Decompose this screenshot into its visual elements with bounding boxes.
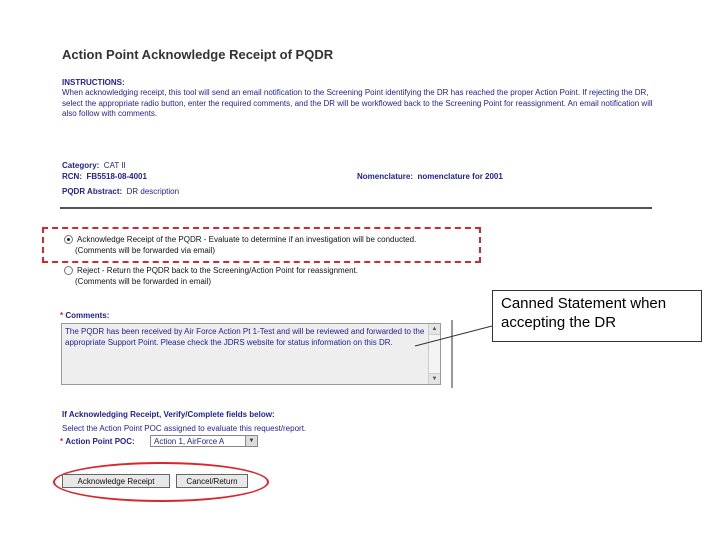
reject-option-label: Reject - Return the PQDR back to the Screening/Action Point for reassignment. <box>77 266 359 275</box>
nomenclature-label: Nomenclature: <box>357 172 414 181</box>
scroll-down-icon[interactable]: ▼ <box>429 373 440 384</box>
poc-required-marker: * <box>60 437 64 446</box>
instructions-body: When acknowledging receipt, this tool will send an email notification to the Screening Point identifying the DR has reached the proper Action Point. If rejecting the DR, select the appropriate radio button, enter the required comments, and the DR will be workflowed back to the Screening Point for reassignment. An email notification will also follow with comments. <box>62 88 653 118</box>
page-title: Action Point Acknowledge Receipt of PQDR <box>62 47 334 62</box>
acknowledge-receipt-button[interactable]: Acknowledge Receipt <box>62 474 170 488</box>
reject-option-note: (Comments will be forwarded in email) <box>75 277 212 286</box>
abstract-label: PQDR Abstract: <box>62 187 123 196</box>
rcn-value: FB5518-08-4001 <box>86 172 147 181</box>
chevron-down-icon[interactable]: ▼ <box>245 436 257 446</box>
poc-label: Action Point POC: <box>65 437 135 446</box>
category-label: Category: <box>62 161 100 170</box>
action-point-poc-select[interactable] <box>150 435 258 447</box>
cancel-return-button[interactable]: Cancel/Return <box>176 474 248 488</box>
nomenclature-value: nomenclature for 2001 <box>417 172 503 181</box>
comments-text: The PQDR has been received by Air Force Action Pt 1-Test and will be reviewed and forwarded to the appropriate Support Point. Please check the JDRS website for status information on this DR. <box>65 327 425 347</box>
acknowledge-option-label: Acknowledge Receipt of the PQDR - Evaluate to determine if an investigation will be conducted. <box>77 235 417 244</box>
acknowledge-section-heading: If Acknowledging Receipt, Verify/Complete fields below: <box>62 410 275 419</box>
acknowledge-option-note: (Comments will be forwarded via email) <box>75 246 216 255</box>
canned-statement-callout: Canned Statement when accepting the DR <box>492 290 702 342</box>
poc-label-row <box>60 437 135 446</box>
abstract-value: DR description <box>126 187 180 196</box>
callout-arrow-line <box>415 326 492 346</box>
poc-selected-value: Action 1, AirForce A <box>154 437 225 446</box>
category-value: CAT II <box>103 161 126 170</box>
instructions-heading: INSTRUCTIONS: <box>62 78 125 87</box>
required-marker: * <box>60 311 64 320</box>
acknowledge-section-subtext: Select the Action Point POC assigned to evaluate this request/report. <box>62 424 307 433</box>
scroll-up-icon[interactable]: ▲ <box>429 324 440 335</box>
rcn-label: RCN: <box>62 172 82 181</box>
comments-label: Comments: <box>65 311 110 320</box>
